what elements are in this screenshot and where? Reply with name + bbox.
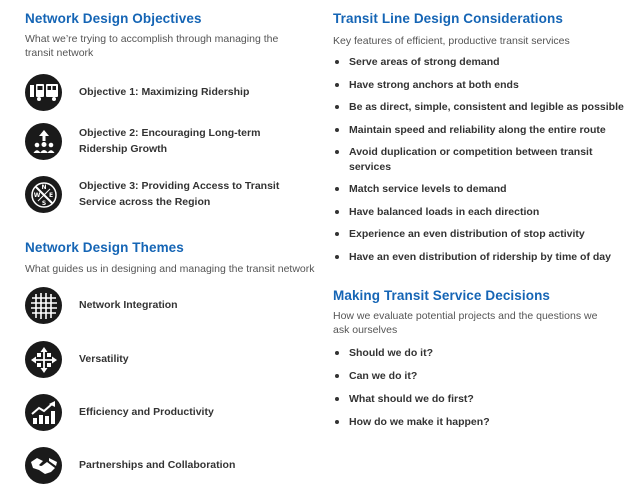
- objectives-title: Network Design Objectives: [25, 11, 202, 26]
- list-item: Have an even distribution of ridership by time of day: [333, 250, 633, 265]
- themes-section: [25, 240, 315, 277]
- chart-trend-icon: [25, 394, 62, 431]
- objectives-section: [25, 11, 315, 60]
- list-item: What should we do first?: [333, 392, 633, 407]
- themes-subtitle: What guides us in designing and managing the transit network: [25, 263, 315, 275]
- theme-item: [25, 287, 289, 324]
- considerations-list: [333, 55, 633, 264]
- decisions-list: [333, 346, 633, 430]
- theme-label: Versatility: [79, 352, 129, 365]
- objective-item: [25, 74, 289, 111]
- list-item: Serve areas of strong demand: [333, 55, 633, 70]
- objective-label: Objective 3: Providing Access to Transit Service across the Region: [79, 180, 280, 208]
- considerations-subtitle: Key features of efficient, productive transit services: [333, 35, 570, 47]
- list-item: Experience an even distribution of stop activity: [333, 227, 633, 242]
- considerations-title: Transit Line Design Considerations: [333, 11, 563, 26]
- decisions-title: Making Transit Service Decisions: [333, 288, 551, 303]
- decisions-subtitle: How we evaluate potential projects and the questions we ask ourselves: [333, 310, 598, 336]
- theme-item: [25, 394, 289, 431]
- objective-label: Objective 1: Maximizing Ridership: [79, 85, 250, 98]
- list-item: How do we make it happen?: [333, 415, 633, 430]
- bus-icon: [25, 74, 62, 111]
- list-item: Have balanced loads in each direction: [333, 205, 633, 220]
- list-item: Have strong anchors at both ends: [333, 78, 633, 93]
- objective-item: [25, 176, 289, 213]
- list-item: Should we do it?: [333, 346, 633, 361]
- growth-people-icon: [25, 123, 62, 160]
- objective-item: [25, 123, 289, 160]
- list-item: Be as direct, simple, consistent and legible as possible: [333, 100, 633, 115]
- decisions-section: [333, 288, 623, 337]
- list-item: Can we do it?: [333, 369, 633, 384]
- handshake-icon: [25, 447, 62, 484]
- svg-text:E: E: [48, 191, 53, 199]
- theme-item: [25, 341, 289, 378]
- objective-label: Objective 2: Encouraging Long-term Ridership Growth: [79, 127, 261, 155]
- list-item: Avoid duplication or competition between transit services: [333, 145, 609, 174]
- grid-network-icon: [25, 287, 62, 324]
- list-item: Match service levels to demand: [333, 182, 633, 197]
- arrows-cross-icon: [25, 341, 62, 378]
- objectives-subtitle: What we’re trying to accomplish through managing the transit network: [25, 33, 279, 59]
- svg-text:W: W: [33, 191, 40, 199]
- theme-item: [25, 447, 289, 484]
- theme-label: Network Integration: [79, 298, 178, 311]
- compass-icon: [25, 176, 62, 213]
- considerations-section: [333, 11, 633, 49]
- themes-title: Network Design Themes: [25, 240, 184, 255]
- list-item: Maintain speed and reliability along the entire route: [333, 123, 633, 138]
- svg-text:N: N: [40, 183, 47, 191]
- svg-text:S: S: [41, 199, 46, 207]
- theme-label: Efficiency and Productivity: [79, 405, 214, 418]
- theme-label: Partnerships and Collaboration: [79, 458, 236, 471]
